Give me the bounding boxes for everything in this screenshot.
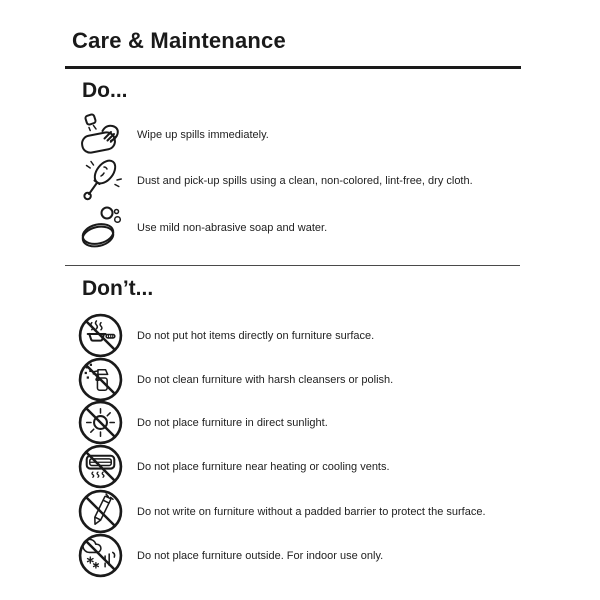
- item-text: Dust and pick-up spills using a clean, non-colored, lint-free, dry cloth.: [137, 175, 473, 187]
- list-item: [74, 356, 393, 403]
- list-item: [74, 110, 269, 160]
- feather-duster-icon: [74, 156, 127, 206]
- item-text: Do not write on furniture without a padded barrier to protect the surface.: [137, 505, 486, 518]
- no-harsh-cleansers-icon: [74, 356, 127, 403]
- item-text: Do not place furniture near heating or cooling vents.: [137, 460, 390, 473]
- no-direct-sunlight-icon: [74, 399, 127, 446]
- item-text: Do not place furniture in direct sunlight.: [137, 416, 328, 429]
- item-text: Do not put hot items directly on furniture surface.: [137, 329, 375, 342]
- no-hot-items-icon: [74, 312, 127, 359]
- item-text: Wipe up spills immediately.: [137, 129, 269, 141]
- no-writing-icon: [74, 488, 127, 535]
- list-item: [74, 312, 374, 359]
- do-section-heading: Do...: [82, 79, 128, 102]
- list-item: [74, 488, 486, 535]
- soap-and-water-icon: [74, 205, 127, 251]
- item-text: Do not clean furniture with harsh cleansers or polish.: [137, 373, 394, 386]
- wipe-spills-icon: [74, 112, 127, 158]
- list-item: [74, 532, 383, 579]
- item-text: Do not place furniture outside. For indoor use only.: [137, 549, 384, 562]
- dont-section-heading: Don’t...: [82, 277, 154, 300]
- list-item: [74, 443, 390, 490]
- page-title: Care & Maintenance: [72, 28, 286, 53]
- title-underline: [65, 66, 521, 69]
- no-heating-vents-icon: [74, 443, 127, 490]
- item-text: Use mild non-abrasive soap and water.: [137, 222, 328, 234]
- list-item: [74, 399, 328, 446]
- list-item: [74, 204, 327, 252]
- list-item: [74, 156, 473, 206]
- no-outdoor-use-icon: [74, 532, 127, 579]
- section-divider: [65, 265, 520, 266]
